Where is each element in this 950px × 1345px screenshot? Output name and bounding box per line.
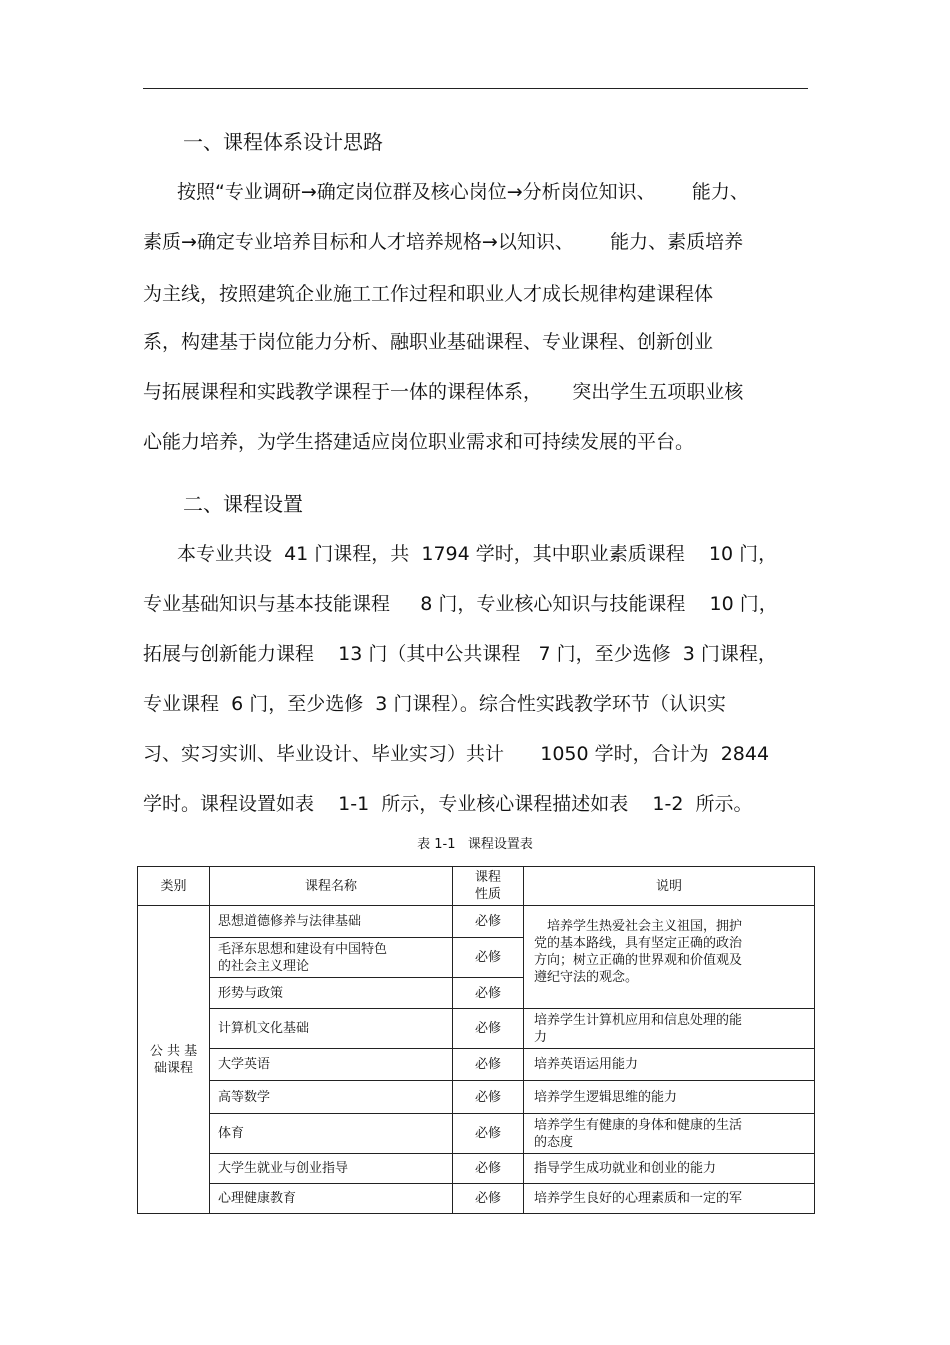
section-1-line-6: 心能力培养，为学生搭建适应岗位职业需求和可持续发展的平台。 bbox=[143, 431, 695, 453]
course-name-cell: 高等数学 bbox=[210, 1081, 453, 1114]
course-nature-cell: 必修 bbox=[453, 1009, 524, 1049]
course-name-cell: 计算机文化基础 bbox=[210, 1009, 453, 1049]
header-course-nature: 课程 性质 bbox=[453, 867, 524, 906]
section-1-line-3: 为主线，按照建筑企业施工工作过程和职业人才成长规律构建课程体 bbox=[143, 283, 714, 305]
description-cell: 培养学生逻辑思维的能力 bbox=[524, 1081, 815, 1114]
course-nature-cell: 必修 bbox=[453, 1154, 524, 1184]
top-rule bbox=[143, 88, 808, 89]
table-row bbox=[138, 1114, 815, 1154]
table-row bbox=[138, 1081, 815, 1114]
section-1-line-5: 与拓展课程和实践教学课程于一体的课程体系， 突出学生五项职业核 bbox=[143, 381, 744, 403]
section-1-line-2: 素质→确定专业培养目标和人才培养规格→以知识、 能力、素质培养 bbox=[143, 231, 744, 253]
merged-description-cell: 培养学生热爱社会主义祖国，拥护 党的基本路线，具有坚定正确的政治 方向；树立正确的世界观和价值观及 遵纪守法的观念。 bbox=[524, 906, 815, 1009]
header-category: 类别 bbox=[138, 867, 210, 906]
course-nature-cell: 必修 bbox=[453, 1081, 524, 1114]
table-row bbox=[138, 1009, 815, 1049]
section-2-heading: 二、课程设置 bbox=[183, 492, 303, 516]
course-name-cell: 形势与政策 bbox=[210, 978, 453, 1009]
description-cell: 培养学生良好的心理素质和一定的军 bbox=[524, 1184, 815, 1214]
header-course-name: 课程名称 bbox=[210, 867, 453, 906]
course-name-cell: 大学生就业与创业指导 bbox=[210, 1154, 453, 1184]
course-nature-cell: 必修 bbox=[453, 1184, 524, 1214]
section-2-line-2: 专业基础知识与基本技能课程 8 门，专业核心知识与技能课程 10 门， bbox=[143, 593, 778, 615]
section-2-line-1: 本专业共设 41 门课程，共 1794 学时，其中职业素质课程 10 门， bbox=[177, 543, 778, 565]
course-table bbox=[137, 866, 815, 1214]
table-row bbox=[138, 906, 815, 938]
course-nature-cell: 必修 bbox=[453, 906, 524, 938]
course-name-cell: 体育 bbox=[210, 1114, 453, 1154]
section-1-line-1: 按照“专业调研→确定岗位群及核心岗位→分析岗位知识、 能力、 bbox=[177, 181, 749, 203]
course-nature-cell: 必修 bbox=[453, 978, 524, 1009]
table-row bbox=[138, 1049, 815, 1081]
table-caption: 表 1-1 课程设置表 bbox=[417, 837, 533, 852]
course-nature-cell: 必修 bbox=[453, 938, 524, 978]
course-nature-cell: 必修 bbox=[453, 1114, 524, 1154]
description-cell: 培养学生计算机应用和信息处理的能 力 bbox=[524, 1009, 815, 1049]
section-1-line-4: 系，构建基于岗位能力分析、融职业基础课程、专业课程、创新创业 bbox=[143, 331, 714, 353]
table-row bbox=[138, 1184, 815, 1214]
section-2-line-6: 学时。课程设置如表 1-1 所示，专业核心课程描述如表 1-2 所示。 bbox=[143, 793, 753, 815]
section-2-line-5: 习、实习实训、毕业设计、毕业实习）共计 1050 学时，合计为 2844 bbox=[143, 743, 770, 765]
category-cell: 公 共 基 础课程 bbox=[138, 906, 210, 1214]
course-name-cell: 思想道德修养与法律基础 bbox=[210, 906, 453, 938]
course-name-cell: 心理健康教育 bbox=[210, 1184, 453, 1214]
description-cell: 指导学生成功就业和创业的能力 bbox=[524, 1154, 815, 1184]
section-1-heading: 一、课程体系设计思路 bbox=[183, 130, 383, 154]
course-name-cell: 大学英语 bbox=[210, 1049, 453, 1081]
table-header-row bbox=[138, 867, 815, 906]
section-2-line-3: 拓展与创新能力课程 13 门（其中公共课程 7 门，至少选修 3 门课程， bbox=[143, 643, 777, 665]
header-description: 说明 bbox=[524, 867, 815, 906]
table-row bbox=[138, 1154, 815, 1184]
course-name-cell: 毛泽东思想和建设有中国特色 的社会主义理论 bbox=[210, 938, 453, 978]
description-cell: 培养学生有健康的身体和健康的生活 的态度 bbox=[524, 1114, 815, 1154]
course-nature-cell: 必修 bbox=[453, 1049, 524, 1081]
description-cell: 培养英语运用能力 bbox=[524, 1049, 815, 1081]
section-2-line-4: 专业课程 6 门，至少选修 3 门课程）。综合性实践教学环节（认识实 bbox=[143, 693, 726, 715]
